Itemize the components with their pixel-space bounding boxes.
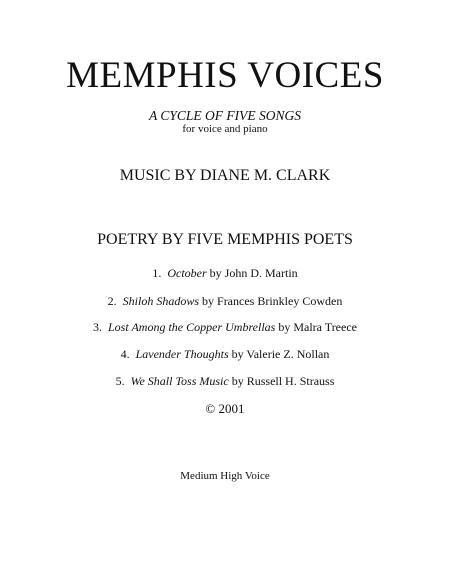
poem-number: 2. <box>107 294 117 308</box>
poem-author: by Russell H. Strauss <box>231 374 335 388</box>
page-title: MEMPHIS VOICES <box>66 55 384 96</box>
poem-number: 4. <box>120 347 130 361</box>
music-credit: MUSIC BY DIANE M. CLARK <box>119 167 331 184</box>
subtitle: A CYCLE OF FIVE SONGS <box>148 108 301 123</box>
poetry-credit: POETRY BY FIVE MEMPHIS POETS <box>97 231 353 248</box>
instrumentation: for voice and piano <box>182 123 268 135</box>
copyright-notice: © 2001 <box>205 401 245 416</box>
poem-list-item <box>0 294 450 309</box>
poem-author: by Malra Treece <box>278 320 357 334</box>
poem-list-item <box>0 374 450 389</box>
poem-list-item <box>0 266 450 281</box>
poem-number: 3. <box>93 320 102 334</box>
poem-number: 1. <box>152 266 162 280</box>
poem-title: Shiloh Shadows <box>122 294 200 308</box>
poem-number: 5. <box>115 374 125 388</box>
poem-title: October <box>167 266 207 280</box>
poem-title: Lavender Thoughts <box>135 347 229 361</box>
voice-type: Medium High Voice <box>180 470 270 482</box>
poem-list-item <box>0 347 450 362</box>
poem-author: by Valerie Z. Nollan <box>231 347 330 361</box>
poem-author: by Frances Brinkley Cowden <box>202 294 343 308</box>
poem-title: Lost Among the Copper Umbrellas <box>108 320 276 334</box>
poem-list-item <box>0 320 450 335</box>
poem-title: We Shall Toss Music <box>130 374 229 388</box>
poem-author: by John D. Martin <box>209 266 298 280</box>
